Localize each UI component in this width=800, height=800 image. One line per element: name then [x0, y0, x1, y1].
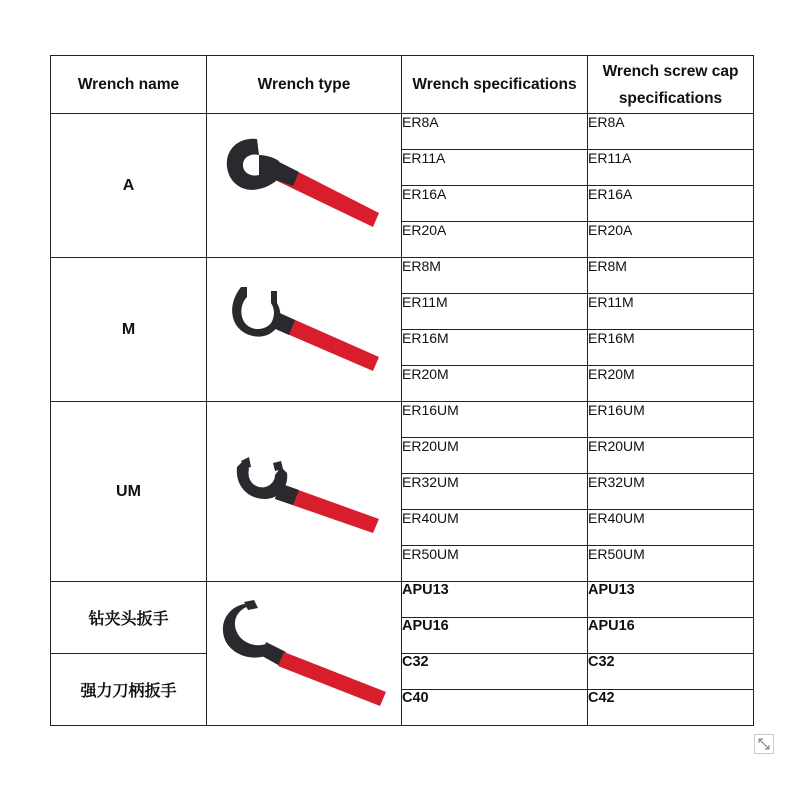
wrench-spec: ER16M: [402, 330, 588, 366]
ec-um-wrench-icon: [219, 437, 389, 547]
ec-a-wrench-icon: [219, 131, 389, 241]
wrench-spec: ER8M: [402, 258, 588, 294]
table-row: [51, 114, 754, 150]
table-row: [51, 582, 754, 618]
screw-cap-spec: ER50UM: [588, 546, 754, 582]
screw-cap-spec: ER20M: [588, 366, 754, 402]
wrench-spec: C40: [402, 690, 588, 726]
screw-cap-spec: ER16A: [588, 186, 754, 222]
wrench-name-a: A: [51, 114, 207, 258]
table-row: [51, 402, 754, 438]
wrench-type-a: [207, 114, 402, 258]
wrench-spec: ER40UM: [402, 510, 588, 546]
header-wrench-specifications: Wrench specifications: [402, 56, 588, 114]
wrench-type-hook: [207, 582, 402, 726]
wrench-spec: APU13: [402, 582, 588, 618]
wrench-name-power-holder: 强力刀柄扳手: [51, 654, 207, 726]
header-wrench-name: Wrench name: [51, 56, 207, 114]
wrench-spec: ER50UM: [402, 546, 588, 582]
expand-arrows-icon[interactable]: [754, 734, 774, 754]
wrench-spec: ER20M: [402, 366, 588, 402]
wrench-spec: ER11A: [402, 150, 588, 186]
wrench-spec: ER8A: [402, 114, 588, 150]
screw-cap-spec: APU16: [588, 618, 754, 654]
wrench-type-m: [207, 258, 402, 402]
ec-m-wrench-icon: [219, 275, 389, 385]
wrench-spec: ER32UM: [402, 474, 588, 510]
wrench-spec-table: [50, 55, 754, 726]
wrench-name-m: M: [51, 258, 207, 402]
wrench-spec: ER11M: [402, 294, 588, 330]
screw-cap-spec: ER8A: [588, 114, 754, 150]
wrench-spec: ER16A: [402, 186, 588, 222]
wrench-name-drill-chuck: 钻夹头扳手: [51, 582, 207, 654]
wrench-type-um: [207, 402, 402, 582]
screw-cap-spec: ER32UM: [588, 474, 754, 510]
screw-cap-spec: ER20UM: [588, 438, 754, 474]
screw-cap-spec: C42: [588, 690, 754, 726]
table-row: [51, 258, 754, 294]
screw-cap-spec: ER8M: [588, 258, 754, 294]
screw-cap-spec: C32: [588, 654, 754, 690]
hook-spanner-icon: [214, 594, 394, 714]
screw-cap-spec: ER16M: [588, 330, 754, 366]
header-row: [51, 56, 754, 114]
screw-cap-spec: ER11M: [588, 294, 754, 330]
screw-cap-spec: ER40UM: [588, 510, 754, 546]
screw-cap-spec: ER11A: [588, 150, 754, 186]
wrench-spec: ER16UM: [402, 402, 588, 438]
screw-cap-spec: ER16UM: [588, 402, 754, 438]
table-row: [51, 654, 754, 690]
wrench-spec: APU16: [402, 618, 588, 654]
screw-cap-spec: ER20A: [588, 222, 754, 258]
wrench-spec: ER20UM: [402, 438, 588, 474]
wrench-spec: ER20A: [402, 222, 588, 258]
wrench-spec: C32: [402, 654, 588, 690]
header-wrench-type: Wrench type: [207, 56, 402, 114]
screw-cap-spec: APU13: [588, 582, 754, 618]
header-screw-cap-specifications: Wrench screw cap specifications: [588, 56, 754, 114]
wrench-name-um: UM: [51, 402, 207, 582]
